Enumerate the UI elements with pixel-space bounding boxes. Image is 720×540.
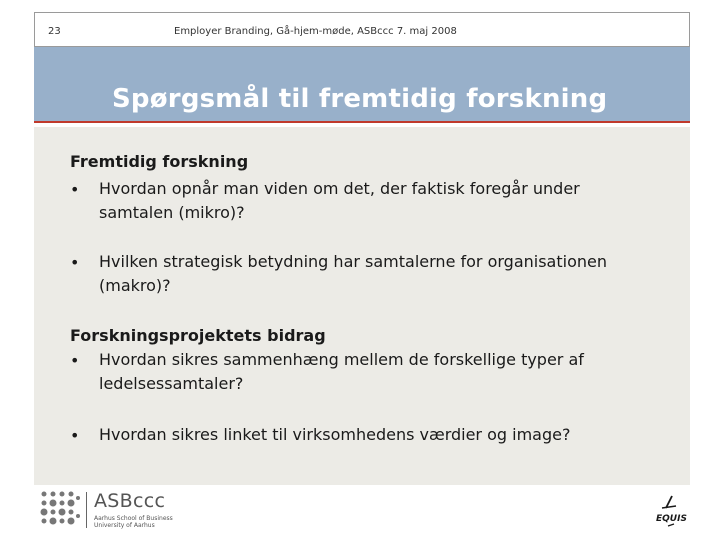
bullet-text-1-2: Hvilken strategisk betydning har samtalerne for organisationen (makro)? (99, 252, 607, 295)
section-heading-2: Forskningsprojektets bidrag (70, 326, 326, 345)
logo-subtitle-1: Aarhus School of Business (94, 515, 173, 522)
logo-divider (86, 492, 87, 528)
bullet-text-2-1: Hvordan sikres sammenhæng mellem de forskellige typer af ledelsessamtaler? (99, 350, 584, 393)
bullet-marker: • (70, 180, 80, 199)
logo-name: ASBccc (94, 490, 166, 512)
bullet-marker: • (70, 253, 80, 272)
section-heading-1: Fremtidig forskning (70, 152, 249, 171)
bullet-marker: • (70, 426, 80, 445)
slide-number: 23 (48, 26, 61, 37)
asb-logo (40, 490, 200, 532)
slide-title: Spørgsmål til fremtidig forskning (112, 84, 608, 114)
bullet-text-2-2: Hvordan sikres linket til virksomhedens værdier og image? (99, 425, 571, 444)
title-divider (34, 121, 690, 123)
header-text: Employer Branding, Gå-hjem-møde, ASBccc 7. maj 2008 (174, 26, 457, 37)
logo-subtitle-2: University of Aarhus (94, 522, 155, 529)
logo-dots-icon (40, 490, 82, 530)
bullet-text-1-1: Hvordan opnår man viden om det, der faktisk foregår under samtalen (mikro)? (99, 179, 580, 222)
bullet-marker: • (70, 351, 80, 370)
equis-label: EQUIS (656, 514, 687, 524)
